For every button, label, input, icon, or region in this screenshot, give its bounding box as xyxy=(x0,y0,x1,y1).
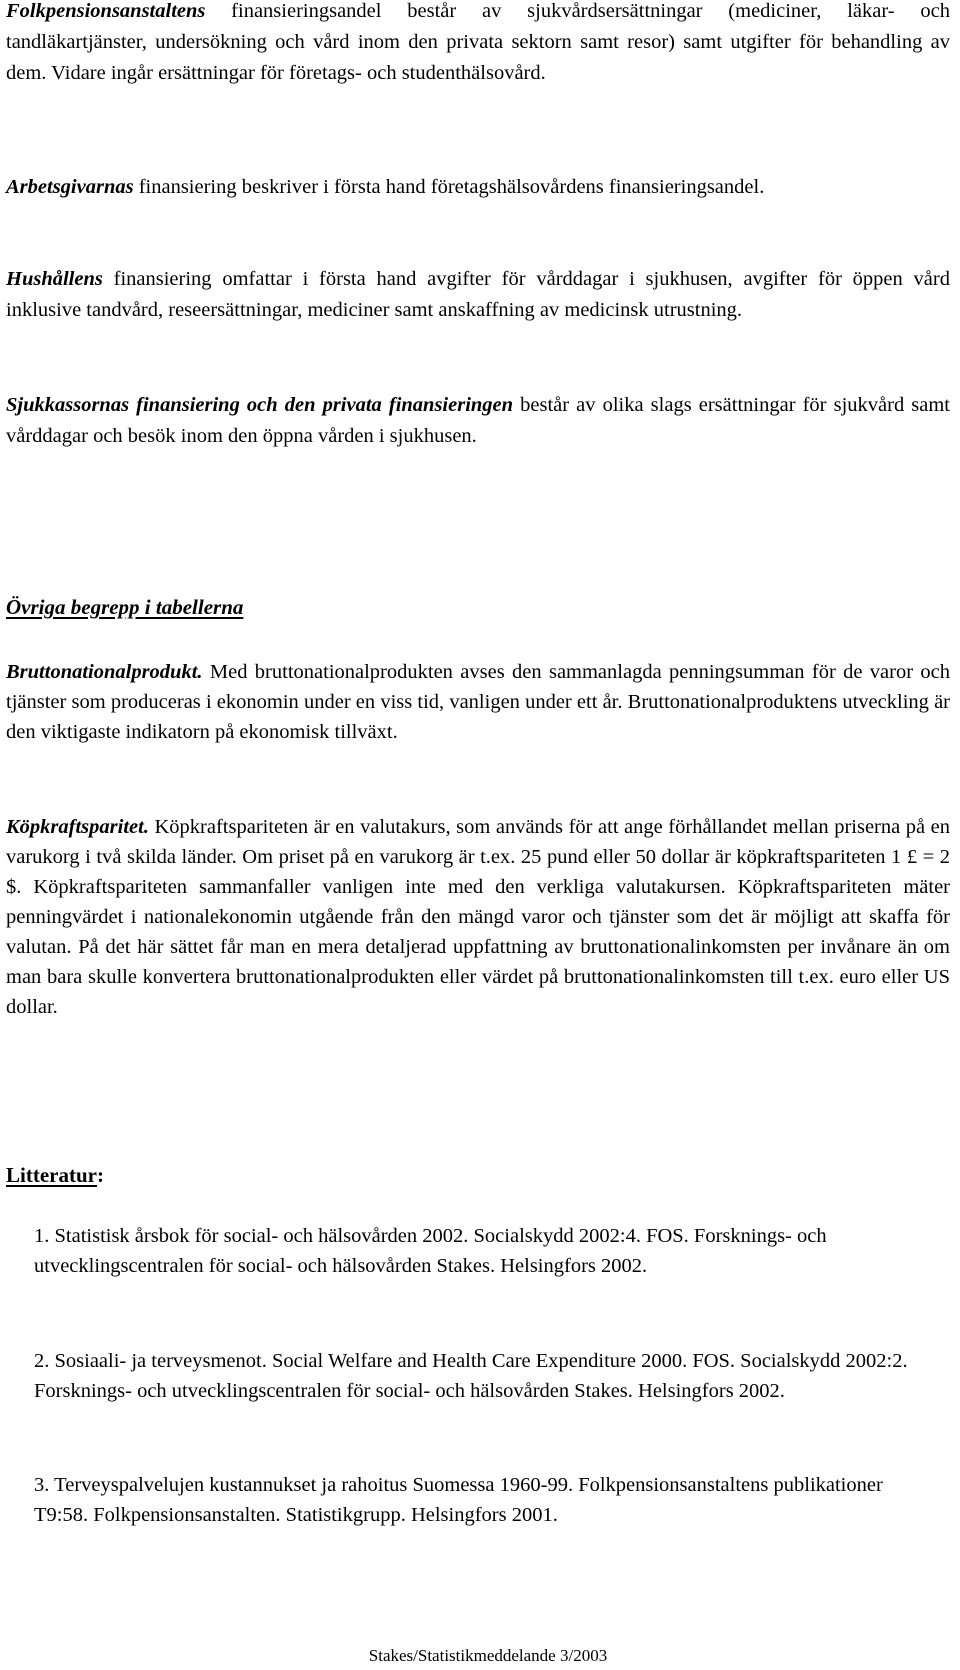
page-footer: Stakes/Statistikmeddelande 3/2003 xyxy=(368,1646,608,1665)
definition-text: Med bruttonationalprodukten avses den sammanlagda penningsumman för de varor och tjänster som produceras i ekonomin under en viss tid, vanligen under ett år. Bruttonationalproduktens utveckling är den viktigaste indikatorn på ekonomisk tillväxt. xyxy=(6,661,950,743)
literature-title: Litteratur xyxy=(6,1163,97,1187)
paragraph-hushall xyxy=(6,264,950,326)
paragraph-sjukkassor xyxy=(6,390,950,452)
reference-item: 1. Statistisk årsbok för social- och hälsovården 2002. Socialskydd 2002:4. FOS. Forsknings- och utvecklingscentralen för social- och hälsovården Stakes. Helsingfors 2002. xyxy=(34,1225,827,1277)
paragraph-text: finansiering beskriver i första hand företagshälsovårdens finansieringsandel. xyxy=(133,176,765,198)
term-bnp: Bruttonationalprodukt. xyxy=(6,661,203,683)
literature-colon: : xyxy=(96,1163,104,1187)
definition-bnp xyxy=(6,657,950,747)
definition-text: Köpkraftspariteten är en valutakurs, som används för att ange förhållandet mellan priserna på en varukorg i två skilda länder. Om priset på en varukorg är t.ex. 25 pund eller 50 dollar är köpkraftspariteten 1 £ = 2 $. Köpkraftspariteten sammanfaller vanligen inte med den verkliga valutakursen. Köpkraftspariteten mäter penningvärdet i nationalekonomin utgående från den mängd varor och tjänster som det är möjligt att skaffa för valutan. På det här sättet får man en mera detaljerad uppfattning av bruttonationalinkomsten per invånare än om man bara skulle konvertera bruttonationalprodukten eller värdet på bruttonationalinkomsten till t.ex. euro eller US dollar. xyxy=(6,816,950,1018)
definition-ppp xyxy=(6,812,950,1022)
term-arbetsgivare: Arbetsgivarnas xyxy=(6,176,134,198)
paragraph-arbetsgivare xyxy=(6,172,950,203)
reference-item: 2. Sosiaali- ja terveysmenot. Social Welfare and Health Care Expenditure 2000. FOS. Socialskydd 2002:2. Forsknings- och utvecklingscentralen för social- och hälsovården Stakes. Helsingfors 2002. xyxy=(34,1350,908,1402)
literature-heading xyxy=(6,1163,104,1188)
term-folkpension: Folkpensionsanstaltens xyxy=(6,0,206,22)
term-ppp: Köpkraftsparitet. xyxy=(6,816,149,838)
paragraph-folkpension xyxy=(6,0,950,89)
paragraph-text: finansiering omfattar i första hand avgifter för vårddagar i sjukhusen, avgifter för öppen vård inklusive tandvård, reseersättningar, mediciner samt anskaffning av medicinsk utrustning. xyxy=(6,268,950,321)
paragraph-text: finansieringsandel består av sjukvårdsersättningar (mediciner, läkar- och tandläkartjänster, undersökning och vård inom den privata sektorn samt resor) samt utgifter för behandling av dem. Vidare ingår ersättningar för företags- och studenthälsovård. xyxy=(6,0,950,84)
term-hushall: Hushållens xyxy=(6,268,103,290)
section-heading: Övriga begrepp i tabellerna xyxy=(6,595,244,619)
paragraph-text: består av olika slags ersättningar för sjukvård samt vårddagar och besök inom den öppna vården i sjukhusen. xyxy=(6,394,950,447)
reference-item: 3. Terveyspalvelujen kustannukset ja rahoitus Suomessa 1960-99. Folkpensionsanstaltens publikationer T9:58. Folkpensionsanstalten. Statistikgrupp. Helsingfors 2001. xyxy=(34,1474,883,1526)
term-sjukkassor: Sjukkassornas finansiering och den privata finansieringen xyxy=(6,394,514,416)
